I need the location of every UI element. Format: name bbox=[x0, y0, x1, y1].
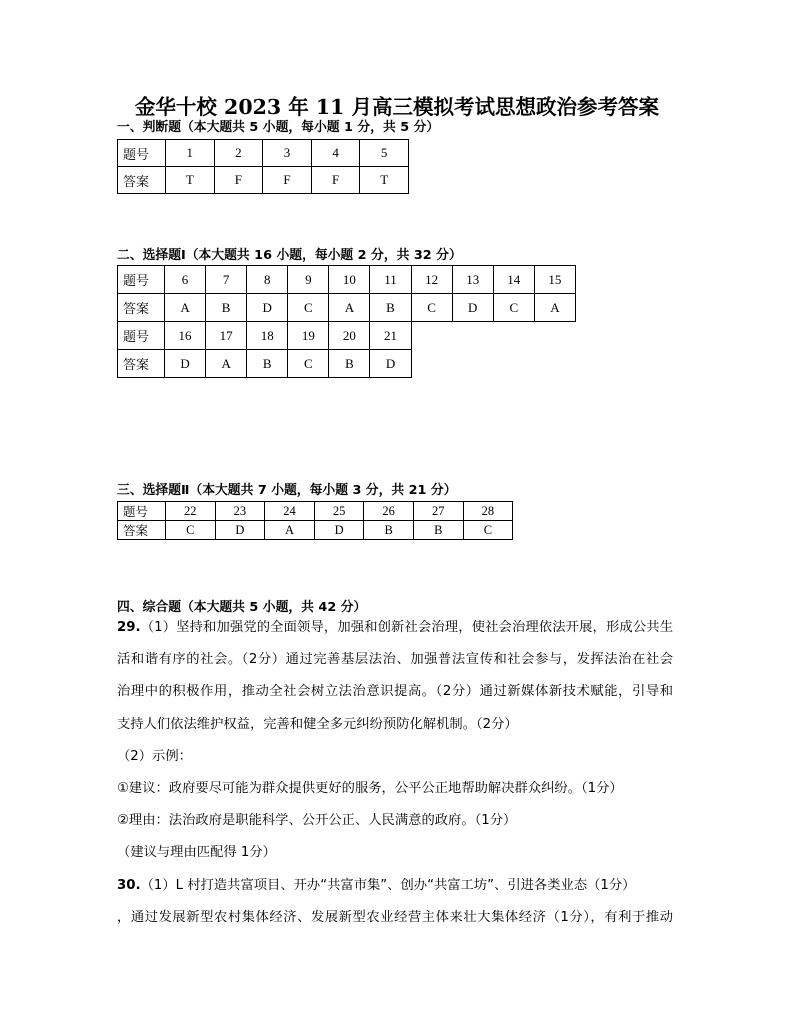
question-number-cell: 16 bbox=[165, 322, 206, 350]
text-line bbox=[117, 902, 673, 934]
line-text: 支持人们依法维护权益，完善和健全多元纠纷预防化解机制。（2分） bbox=[117, 716, 518, 732]
question-number-cell: 28 bbox=[463, 502, 513, 521]
row-label: 题号 bbox=[118, 266, 165, 294]
line-text: （1）坚持和加强党的全面领导，加强和创新社会治理，使社会治理依法开展，形成公共生 bbox=[140, 620, 673, 635]
line-text: ，通过发展新型农村集体经济、发展新型农业经营主体来壮大集体经济（1分），有利于推动 bbox=[117, 909, 673, 925]
answer-cell: A bbox=[165, 294, 206, 322]
question-number-cell: 8 bbox=[247, 266, 288, 294]
question-number-cell: 13 bbox=[452, 266, 493, 294]
text-line bbox=[117, 644, 673, 676]
answer-cell: T bbox=[166, 167, 215, 194]
answer-cell: F bbox=[214, 167, 263, 194]
answer-cell: C bbox=[288, 350, 329, 378]
row-label: 答案 bbox=[118, 294, 165, 322]
answer-cell: D bbox=[452, 294, 493, 322]
answer-cell: F bbox=[311, 167, 360, 194]
table-row bbox=[118, 167, 409, 194]
line-text: （1）L 村打造共富项目、开办“共富市集”、创办“共富工坊”、引进各类业态（1分） bbox=[140, 877, 636, 893]
answer-cell: D bbox=[165, 350, 206, 378]
section-heading-true-false: 一、判断题（本大题共 5 小题，每小题 1 分，共 5 分） bbox=[117, 120, 440, 135]
table-row bbox=[118, 140, 409, 167]
question-number-cell: 24 bbox=[265, 502, 315, 521]
question-number-cell: 9 bbox=[288, 266, 329, 294]
text-line bbox=[117, 870, 673, 902]
question-number-cell: 25 bbox=[314, 502, 364, 521]
answer-cell: F bbox=[263, 167, 312, 194]
answer-cell: D bbox=[215, 521, 265, 540]
answer-cell: A bbox=[534, 294, 575, 322]
answer-cell: D bbox=[370, 350, 411, 378]
table-row bbox=[118, 322, 576, 350]
line-text: ②理由：法治政府是职能科学、公开公正、人民满意的政府。（1分） bbox=[117, 813, 517, 829]
section-heading-choice-1: 二、选择题Ⅰ（本大题共 16 小题，每小题 2 分，共 32 分） bbox=[117, 248, 462, 263]
answer-cell: B bbox=[247, 350, 288, 378]
question-number-cell: 3 bbox=[263, 140, 312, 167]
row-label: 题号 bbox=[118, 322, 165, 350]
question-number-cell: 23 bbox=[215, 502, 265, 521]
document-title: 金华十校 2023 年 11 月高三模拟考试思想政治参考答案 bbox=[134, 95, 660, 119]
question-number-cell: 14 bbox=[493, 266, 534, 294]
comprehensive-answer-text bbox=[117, 612, 673, 934]
table-row bbox=[118, 266, 576, 294]
line-text: ①建议：政府要尽可能为群众提供更好的服务，公平公正地帮助解决群众纠纷。（1分） bbox=[117, 780, 623, 796]
text-line bbox=[117, 773, 673, 805]
table-row bbox=[118, 294, 576, 322]
row-label: 题号 bbox=[118, 502, 166, 521]
text-line bbox=[117, 837, 673, 869]
table-row bbox=[118, 521, 513, 540]
section-heading-comprehensive: 四、综合题（本大题共 5 小题，共 42 分） bbox=[117, 600, 367, 615]
answer-cell: C bbox=[166, 521, 216, 540]
question-number-cell: 2 bbox=[214, 140, 263, 167]
text-line bbox=[117, 805, 673, 837]
answer-cell: D bbox=[314, 521, 364, 540]
choice-2-answer-table bbox=[117, 501, 513, 540]
question-number-cell: 12 bbox=[411, 266, 452, 294]
answer-cell: C bbox=[463, 521, 513, 540]
table-row bbox=[118, 350, 576, 378]
question-number-cell: 4 bbox=[311, 140, 360, 167]
answer-cell: B bbox=[329, 350, 370, 378]
answer-cell: D bbox=[247, 294, 288, 322]
line-text: 活和谐有序的社会。（2分）通过完善基层法治、加强普法宣传和社会参与，发挥法治在社会 bbox=[117, 652, 673, 668]
question-number-cell: 11 bbox=[370, 266, 411, 294]
question-number-cell: 20 bbox=[329, 322, 370, 350]
question-number-cell: 10 bbox=[329, 266, 370, 294]
question-number-cell: 6 bbox=[165, 266, 206, 294]
text-line bbox=[117, 741, 673, 773]
text-line bbox=[117, 676, 673, 708]
question-number-cell: 7 bbox=[206, 266, 247, 294]
answer-cell: A bbox=[206, 350, 247, 378]
question-number: 30. bbox=[117, 877, 141, 893]
question-number-cell: 15 bbox=[534, 266, 575, 294]
answer-cell: B bbox=[206, 294, 247, 322]
question-number-cell: 5 bbox=[360, 140, 409, 167]
question-number-cell: 17 bbox=[206, 322, 247, 350]
question-number-cell: 1 bbox=[166, 140, 215, 167]
question-number: 29. bbox=[117, 620, 141, 635]
line-text: （建议与理由匹配得 1分） bbox=[117, 845, 276, 861]
choice-1-answer-table bbox=[117, 265, 576, 378]
answer-cell: B bbox=[370, 294, 411, 322]
answer-cell: C bbox=[288, 294, 329, 322]
question-number-cell: 26 bbox=[364, 502, 414, 521]
table-row bbox=[118, 502, 513, 521]
text-line bbox=[117, 709, 673, 741]
answer-cell: C bbox=[411, 294, 452, 322]
answer-cell: C bbox=[493, 294, 534, 322]
row-label: 题号 bbox=[118, 140, 166, 167]
answer-cell: A bbox=[265, 521, 315, 540]
question-number-cell: 19 bbox=[288, 322, 329, 350]
question-number-cell: 21 bbox=[370, 322, 411, 350]
answer-cell: T bbox=[360, 167, 409, 194]
row-label: 答案 bbox=[118, 521, 166, 540]
line-text: 治理中的积极作用，推动全社会树立法治意识提高。（2分）通过新媒体新技术赋能，引导和 bbox=[117, 684, 673, 700]
text-line bbox=[117, 612, 673, 644]
answer-cell: B bbox=[413, 521, 463, 540]
line-text: （2）示例： bbox=[117, 748, 192, 764]
section-heading-choice-2: 三、选择题Ⅱ（本大题共 7 小题，每小题 3 分，共 21 分） bbox=[117, 483, 457, 498]
question-number-cell: 27 bbox=[413, 502, 463, 521]
answer-cell: A bbox=[329, 294, 370, 322]
row-label: 答案 bbox=[118, 167, 166, 194]
question-number-cell: 22 bbox=[166, 502, 216, 521]
true-false-answer-table bbox=[117, 139, 409, 194]
answer-cell: B bbox=[364, 521, 414, 540]
question-number-cell: 18 bbox=[247, 322, 288, 350]
row-label: 答案 bbox=[118, 350, 165, 378]
